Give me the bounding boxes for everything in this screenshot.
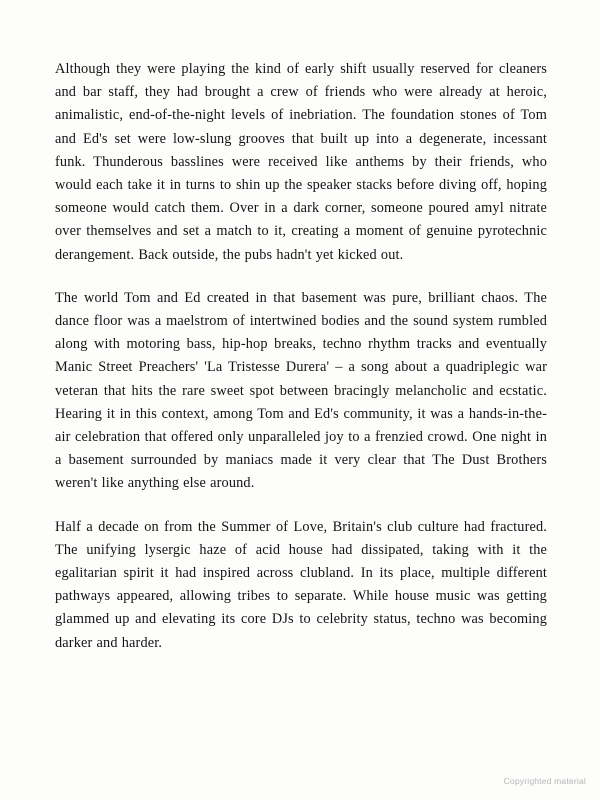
- page-text-column: [55, 58, 547, 655]
- paragraph: The world Tom and Ed created in that basement was pure, brilliant chaos. The dance floor was a maelstrom of intertwined bodies and the sound system rumbled along with motoring bass, hip-hop breaks, techno rhythm tracks and eventually Manic Street Preachers' 'La Tristesse Durera' – a song about a quadriplegic war veteran that hits the rare sweet spot between bracingly melancholic and ecstatic. Hearing it in this context, among Tom and Ed's community, it was a hands-in-the-air celebration that offered only unparalleled joy to a frenzied crowd. One night in a basement surrounded by maniacs made it very clear that The Dust Brothers weren't like anything else around.: [55, 289, 547, 492]
- paragraph: Half a decade on from the Summer of Love, Britain's club culture had fractured. The unifying lysergic haze of acid house had dissipated, taking with it the egalitarian spirit it had inspired across clubland. In its place, multiple different pathways appeared, allowing tribes to separate. While house music was getting glammed up and elevating its core DJs to celebrity status, techno was becoming darker and harder.: [55, 518, 547, 651]
- copyright-notice: Copyrighted material: [503, 776, 586, 786]
- paragraph: Although they were playing the kind of early shift usually reserved for cleaners and bar staff, they had brought a crew of friends who were already at heroic, animalistic, end-of-the-night levels of inebriation. The foundation stones of Tom and Ed's set were low-slung grooves that built up into a degenerate, incessant funk. Thunderous basslines were received like anthems by their friends, who would each take it in turns to shin up the speaker stacks before diving off, hoping someone would catch them. Over in a dark corner, someone poured amyl nitrate over themselves and set a match to it, creating a moment of genuine pyrotechnic derangement. Back outside, the pubs hadn't yet kicked out.: [55, 61, 547, 263]
